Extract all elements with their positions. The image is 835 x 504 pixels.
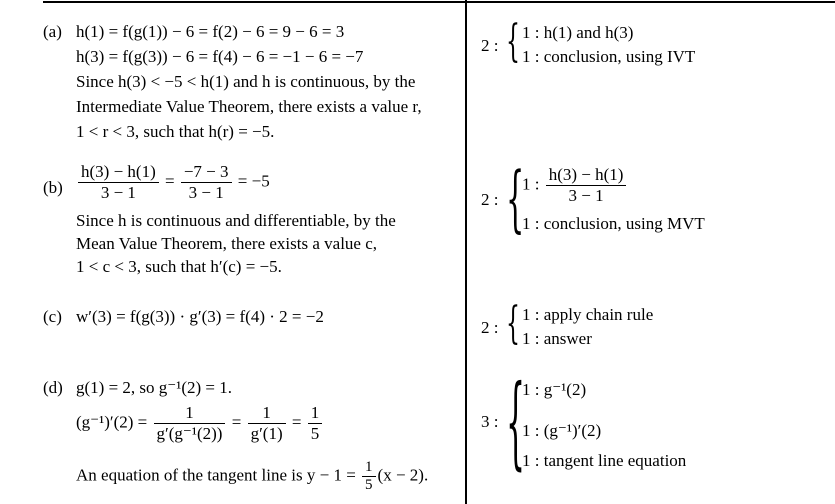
scoring-a-points: 2 :	[481, 36, 499, 55]
part-c-label: (c)	[43, 307, 62, 326]
part-d-fraction-1-den: g′(g⁻¹(2))	[156, 424, 223, 443]
part-a-line-2: h(3) = f(g(3)) − 6 = f(4) − 6 = −1 − 6 = −7	[76, 47, 364, 66]
part-b-label: (b)	[43, 178, 63, 197]
part-d-equals-2: =	[291, 412, 302, 432]
part-a-line-4: Intermediate Value Theorem, there exists a value r,	[76, 97, 422, 116]
scoring-d-brace: {	[506, 363, 526, 480]
part-d-fraction-2	[248, 404, 286, 443]
part-d-label: (d)	[43, 378, 63, 397]
part-d-tangent-fraction-num: 1	[362, 460, 376, 477]
scoring-a-item-2: 1 : conclusion, using IVT	[522, 47, 696, 66]
part-a-label: (a)	[43, 22, 62, 41]
scoring-b-item-1	[522, 166, 628, 205]
part-d-fraction-2-num: 1	[248, 404, 286, 424]
column-divider	[465, 0, 467, 504]
scoring-c-item-2: 1 : answer	[522, 329, 592, 348]
part-b-fraction-2-den: 3 − 1	[188, 183, 224, 202]
part-b-line-2: Since h is continuous and differentiable, by the	[76, 211, 396, 230]
part-b-fraction-2	[181, 163, 232, 202]
scoring-d-item-1: 1 : g⁻¹(2)	[522, 380, 587, 399]
part-d-fraction-3-den: 5	[310, 424, 320, 443]
part-d-line-1: g(1) = 2, so g⁻¹(2) = 1.	[76, 378, 233, 397]
scoring-b-points: 2 :	[481, 190, 499, 209]
scoring-b-brace: {	[506, 156, 525, 240]
scoring-a-brace: {	[506, 16, 520, 67]
scoring-b-item-1-prefix: 1 :	[522, 174, 540, 194]
scoring-b-item-1-den: 3 − 1	[568, 186, 604, 205]
part-d-tangent-suffix: (x − 2).	[377, 465, 429, 485]
scoring-b-item-1-num: h(3) − h(1)	[546, 166, 627, 186]
part-b-equation	[76, 163, 270, 202]
part-d-tangent-fraction	[362, 460, 376, 493]
scoring-c-brace: {	[506, 298, 520, 349]
part-b-fraction-2-num: −7 − 3	[181, 163, 232, 183]
part-b-line-4: 1 < c < 3, such that h′(c) = −5.	[76, 257, 282, 276]
scoring-b-item-1-fraction	[546, 166, 627, 205]
part-c-line-1: w′(3) = f(g(3)) · g′(3) = f(4) · 2 = −2	[76, 307, 324, 326]
part-d-fraction-3-num: 1	[308, 404, 323, 424]
scoring-c-points: 2 :	[481, 318, 499, 337]
scoring-c-item-1: 1 : apply chain rule	[522, 305, 654, 324]
scoring-b-item-2: 1 : conclusion, using MVT	[522, 214, 705, 233]
part-b-fraction-1-den: 3 − 1	[100, 183, 136, 202]
part-d-derivative-equation	[76, 404, 324, 443]
part-d-fraction-2-den: g′(1)	[250, 424, 283, 443]
part-a-line-5: 1 < r < 3, such that h(r) = −5.	[76, 122, 275, 141]
part-d-equals-1: =	[231, 412, 242, 432]
part-d-tangent-fraction-den: 5	[365, 477, 373, 493]
scoring-d-item-3: 1 : tangent line equation	[522, 451, 687, 470]
part-b-equals: =	[164, 171, 175, 191]
part-a-line-1: h(1) = f(g(1)) − 6 = f(2) − 6 = 9 − 6 = 3	[76, 22, 345, 41]
part-d-fraction-1	[154, 404, 226, 443]
part-b-fraction-1-num: h(3) − h(1)	[78, 163, 159, 183]
part-b-fraction-1	[78, 163, 159, 202]
scoring-a-item-1: 1 : h(1) and h(3)	[522, 23, 634, 42]
part-b-line-3: Mean Value Theorem, there exists a value c,	[76, 234, 378, 253]
top-rule	[43, 1, 835, 3]
part-d-fraction-3	[308, 404, 323, 443]
part-d-tangent-line	[76, 460, 428, 493]
part-d-fraction-1-num: 1	[154, 404, 226, 424]
part-d-tangent-prefix: An equation of the tangent line is y − 1 =	[76, 465, 356, 485]
part-b-equation-tail: = −5	[237, 171, 270, 191]
scoring-d-points: 3 :	[481, 412, 499, 431]
scoring-d-item-2: 1 : (g⁻¹)′(2)	[522, 421, 602, 440]
part-a-line-3: Since h(3) < −5 < h(1) and h is continuous, by the	[76, 72, 416, 91]
part-d-lhs: (g⁻¹)′(2) =	[76, 412, 148, 432]
